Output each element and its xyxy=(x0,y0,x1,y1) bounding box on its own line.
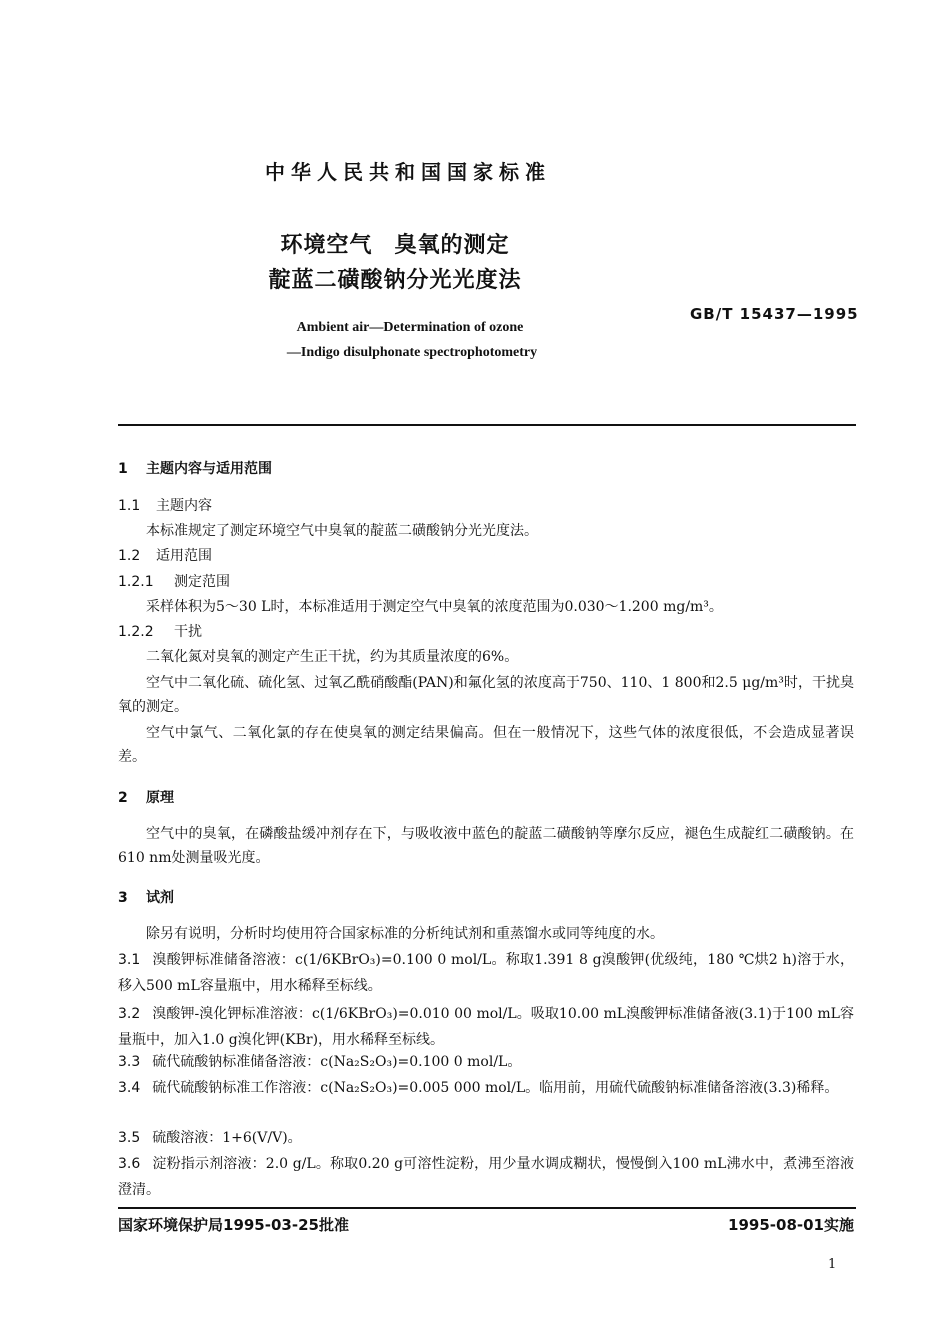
section-title: 试剂 xyxy=(146,890,174,906)
implementation-date: 1995-08-01实施 xyxy=(728,1216,854,1234)
item-text: 溴酸钾标准储备溶液：c(1/6KBrO₃)=0.100 0 mol/L。称取1.391 8 g溴酸钾(优级纯，180 ℃烘2 h)溶于水，移入500 mL容量瓶中，用水稀释至标线。 xyxy=(118,952,854,994)
section-1-2-heading xyxy=(118,545,212,565)
section-3-heading xyxy=(118,887,174,907)
item-number: 3.4 xyxy=(118,1080,141,1096)
section-1-heading xyxy=(118,458,272,478)
reagent-item xyxy=(118,1001,854,1053)
item-text: 溴酸钾-溴化钾标准溶液：c(1/6KBrO₃)=0.010 00 mol/L。吸取10.00 mL溴酸钾标准储备液(3.1)于100 mL容量瓶中，加入1.0 g溴化钾(KBr)，用水稀释至标线。 xyxy=(118,1006,854,1048)
section-1-2-2-heading xyxy=(118,621,202,641)
title-cn-line1 xyxy=(0,228,790,259)
item-number: 3.1 xyxy=(118,952,141,968)
section-1-2-1-text: 采样体积为5～30 L时，本标准适用于测定空气中臭氧的浓度范围为0.030～1.200 mg/m³。 xyxy=(146,599,723,615)
section-1-2-2-p3: 空气中氯气、二氧化氯的存在使臭氧的测定结果偏高。但在一般情况下，这些气体的浓度很低，不会造成显著误差。 xyxy=(118,725,854,765)
page-number: 1 xyxy=(828,1257,837,1272)
section-2-heading xyxy=(118,787,174,807)
section-1-1-heading xyxy=(118,495,212,515)
section-number: 1.2.2 xyxy=(118,624,154,640)
reagent-item xyxy=(118,1125,854,1151)
section-1-2-2-p1: 二氧化氮对臭氧的测定产生正干扰，约为其质量浓度的6%。 xyxy=(146,649,519,665)
title-cn-part1: 环境空气 xyxy=(280,233,373,258)
item-number: 3.3 xyxy=(118,1054,141,1070)
section-3-intro: 除另有说明，分析时均使用符合国家标准的分析纯试剂和重蒸馏水或同等纯度的水。 xyxy=(146,926,664,942)
title-cn-part2: 臭氧的测定 xyxy=(394,233,510,258)
standard-number: GB/T 15437—1995 xyxy=(690,305,859,323)
top-rule xyxy=(118,424,856,426)
item-number: 3.6 xyxy=(118,1156,141,1172)
reagent-item xyxy=(118,947,854,999)
bottom-rule xyxy=(118,1207,856,1209)
item-text: 硫代硫酸钠标准储备溶液：c(Na₂S₂O₃)=0.100 0 mol/L。 xyxy=(152,1054,522,1070)
section-number: 1.1 xyxy=(118,498,141,514)
section-1-2-2-p2: 空气中二氧化硫、硫化氢、过氧乙酰硝酸酯(PAN)和氟化氢的浓度高于750、110、1 800和2.5 μg/m³时，干扰臭氧的测定。 xyxy=(118,675,854,715)
approval-date: 国家环境保护局1995-03-25批准 xyxy=(118,1216,349,1234)
section-title: 测定范围 xyxy=(174,574,230,590)
section-2-text: 空气中的臭氧，在磷酸盐缓冲剂存在下，与吸收液中蓝色的靛蓝二磺酸钠等摩尔反应，褪色生成靛红二磺酸钠。在610 nm处测量吸光度。 xyxy=(118,826,854,866)
section-title: 主题内容与适用范围 xyxy=(146,461,272,477)
section-number: 1.2.1 xyxy=(118,574,154,590)
section-1-1-text: 本标准规定了测定环境空气中臭氧的靛蓝二磺酸钠分光光度法。 xyxy=(146,523,538,539)
section-number: 2 xyxy=(118,790,128,806)
reagent-item xyxy=(118,1049,854,1075)
title-en-line2: —Indigo disulphonate spectrophotometry xyxy=(286,345,538,360)
item-number: 3.2 xyxy=(118,1006,141,1022)
section-number: 1.2 xyxy=(118,548,141,564)
section-title: 干扰 xyxy=(174,624,202,640)
standard-type-heading: 中华人民共和国国家标准 xyxy=(265,160,551,184)
section-number: 1 xyxy=(118,461,128,477)
reagent-item xyxy=(118,1075,854,1101)
title-en-line1: Ambient air—Determination of ozone xyxy=(296,320,524,335)
item-number: 3.5 xyxy=(118,1130,141,1146)
reagent-item xyxy=(118,1151,854,1203)
section-1-2-1-heading xyxy=(118,571,230,591)
section-title: 适用范围 xyxy=(156,548,212,564)
section-number: 3 xyxy=(118,890,128,906)
item-text: 硫酸溶液：1+6(V/V)。 xyxy=(152,1130,302,1146)
section-title: 主题内容 xyxy=(156,498,212,514)
title-cn-line2: 靛蓝二磺酸钠分光光度法 xyxy=(268,268,522,293)
item-text: 硫代硫酸钠标准工作溶液：c(Na₂S₂O₃)=0.005 000 mol/L。临用前，用硫代硫酸钠标准储备溶液(3.3)稀释。 xyxy=(152,1080,839,1096)
item-text: 淀粉指示剂溶液：2.0 g/L。称取0.20 g可溶性淀粉，用少量水调成糊状，慢慢倒入100 mL沸水中，煮沸至溶液澄清。 xyxy=(118,1156,854,1198)
section-title: 原理 xyxy=(146,790,174,806)
